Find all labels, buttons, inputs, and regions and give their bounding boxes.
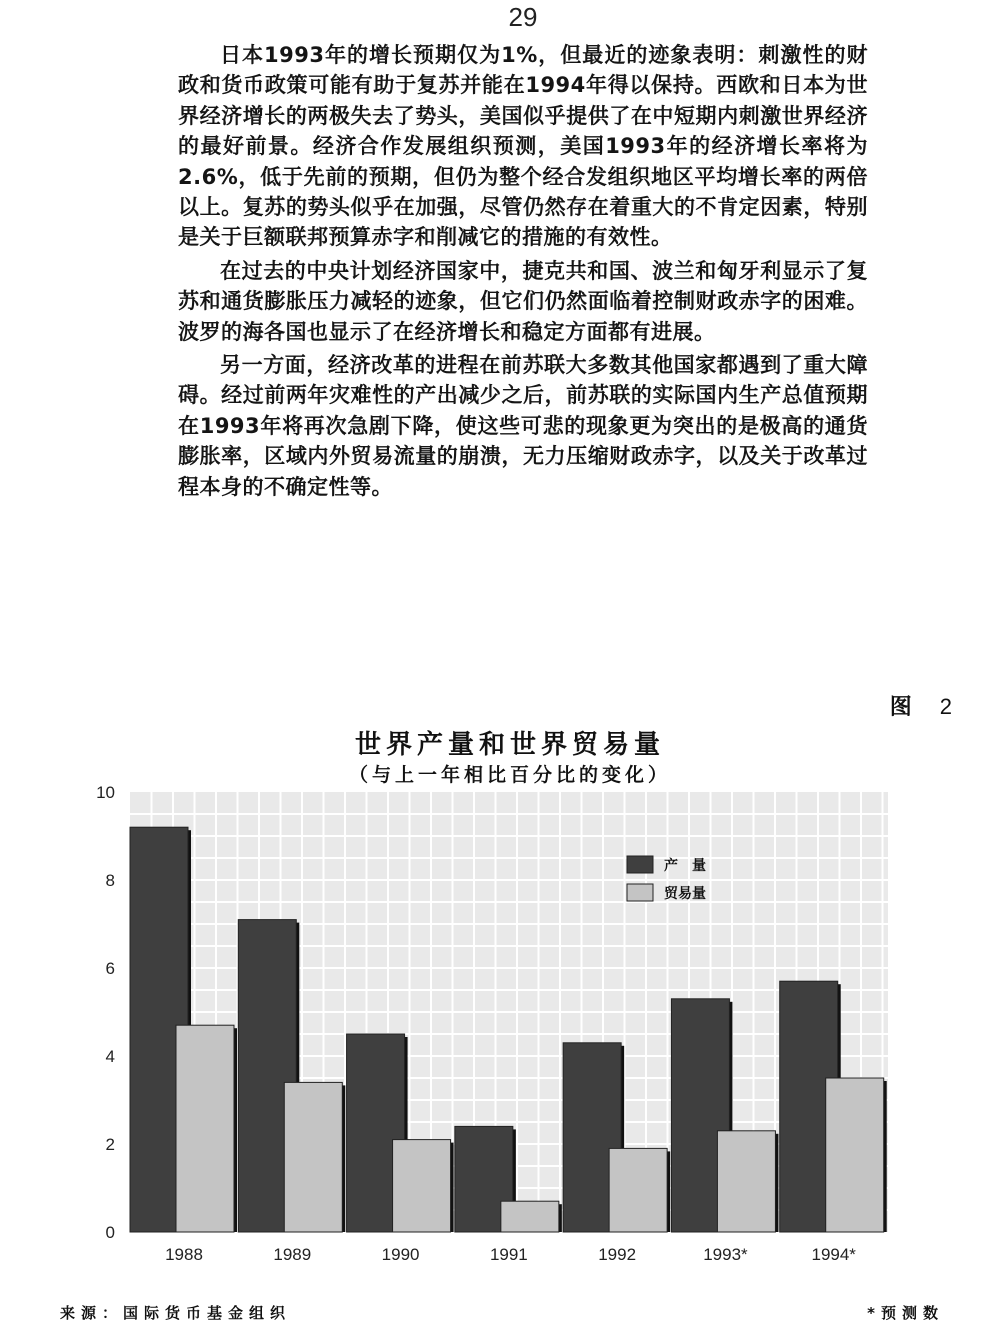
y-tick-label: 4	[105, 1047, 115, 1066]
x-tick-label: 1990	[381, 1245, 420, 1264]
bar-chart	[0, 780, 1000, 1280]
bar-trade	[717, 1131, 775, 1232]
bar-trade	[176, 1025, 234, 1232]
bar-trade	[609, 1148, 667, 1232]
figure-label	[890, 690, 952, 721]
page-number: 29	[508, 2, 538, 32]
y-tick-label: 2	[105, 1135, 115, 1154]
chart-subtitle: （与上一年相比百分比的变化）	[348, 764, 671, 786]
x-tick-label: 1989	[273, 1245, 312, 1264]
paragraph-3: 另一方面，经济改革的进程在前苏联大多数其他国家都遇到了重大障碍。经过前两年灾难性的产出减少之后，前苏联的实际国内生产总值预期在1993年将再次急剧下降，使这些可悲的现象更为突出的是极高的通货膨胀率，区域内外贸易流量的崩溃，无力压缩财政赤字，以及关于改革过程本身的不确定性等。	[178, 353, 868, 499]
y-tick-label: 10	[96, 783, 115, 802]
x-tick-label: 1991	[489, 1245, 528, 1264]
x-tick-label: 1988	[165, 1245, 203, 1264]
x-tick-label: 1994*	[811, 1245, 856, 1264]
bar-trade	[826, 1078, 884, 1232]
bar-trade	[284, 1082, 342, 1232]
y-tick-label: 0	[105, 1223, 115, 1242]
y-tick-label: 8	[105, 871, 115, 890]
forecast-note: *预测数	[867, 1304, 944, 1322]
legend-swatch	[627, 856, 653, 873]
figure-label-text: 图	[889, 695, 912, 720]
chart-title: 世界产量和世界贸易量	[354, 730, 665, 760]
body-text	[178, 40, 868, 505]
legend-label: 贸易量	[664, 886, 706, 902]
x-tick-label: 1993*	[703, 1245, 748, 1264]
bar-trade	[501, 1201, 559, 1232]
figure-number: 2	[939, 694, 952, 719]
x-tick-label: 1992	[598, 1245, 637, 1264]
source-note: 来源：国际货币基金组织	[60, 1304, 292, 1322]
y-tick-label: 6	[105, 959, 115, 978]
paragraph-1: 日本1993年的增长预期仅为1%，但最近的迹象表明：刺激性的财政和货币政策可能有助于复苏并能在1994年得以保持。西欧和日本为世界经济增长的两极失去了势头，美国似乎提供了在中短期内刺激世界经济的最好前景。经济合作发展组织预测，美国1993年的经济增长率将为2.6%，低于先前的预期，但仍为整个经合发组织地区平均增长率的两倍以上。复苏的势头似乎在加强，尽管仍然存在着重大的不肯定因素，特别是关于巨额联邦预算赤字和削减它的措施的有效性。	[178, 43, 868, 250]
paragraph-2: 在过去的中央计划经济国家中，捷克共和国、波兰和匈牙利显示了复苏和通货膨胀压力减轻的迹象，但它们仍然面临着控制财政赤字的困难。波罗的海各国也显示了在经济增长和稳定方面都有进展。	[178, 258, 868, 344]
legend-label: 产 量	[664, 858, 706, 874]
bar-trade	[393, 1140, 451, 1232]
legend-swatch	[627, 884, 653, 901]
